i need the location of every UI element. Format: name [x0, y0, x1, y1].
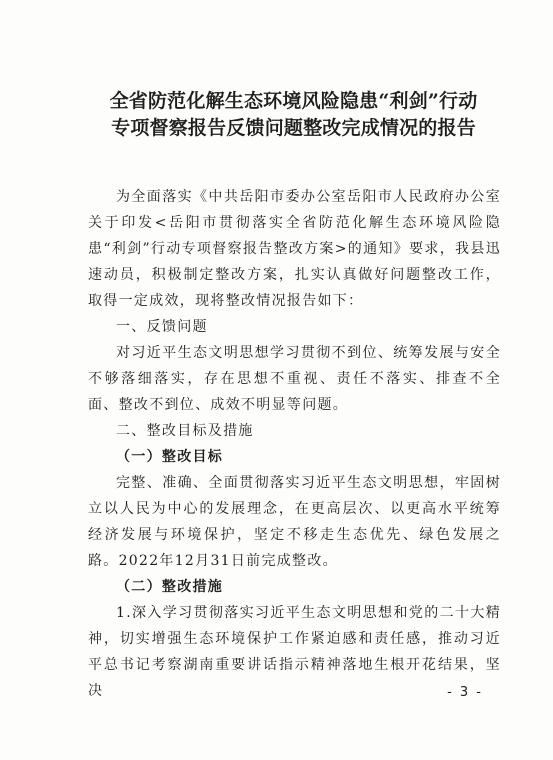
document-title — [76, 88, 511, 142]
goals-paragraph: 完整、准确、全面贯彻落实习近平生态文明思想，牢固树立以人民为中心的发展理念，在更高层次、以更高水平统筹经济发展与环境保护，坚定不移走生态优先、绿色发展之路。2022年12月31日前完成整改。 — [88, 475, 501, 569]
subheading-goals: （一）整改目标 — [116, 449, 224, 465]
document-body — [88, 184, 501, 704]
feedback-paragraph: 对习近平生态文明思想学习贯彻不到位、统筹发展与安全不够落细落实，存在思想不重视、责任不落实、排查不全面、整改不到位、成效不明显等问题。 — [88, 345, 501, 413]
subheading-measures: （二）整改措施 — [116, 579, 224, 595]
intro-paragraph: 为全面落实《中共岳阳市委办公室岳阳市人民政府办公室关于印发<岳阳市贯彻落实全省防范化解生态环境风险隐患“利剑”行动专项督察报告整改方案>的通知》要求，我县迅速动员，积极制定整改方案，扎实认真做好问题整改工作，取得一定成效，现将整改情况报告如下： — [88, 189, 501, 309]
page-number: - 3 - — [447, 685, 483, 700]
section-heading-goals-measures: 二、整改目标及措施 — [116, 423, 254, 439]
measures-paragraph: 1.深入学习贯彻落实习近平生态文明思想和党的二十大精神，切实增强生态环境保护工作紧迫感和责任感，推动习近平总书记考察湖南重要讲话指示精神落地生根开花结果，坚决 — [88, 605, 501, 699]
title-line-1: 全省防范化解生态环境风险隐患“利剑”行动 — [109, 90, 478, 112]
title-line-2: 专项督察报告反馈问题整改完成情况的报告 — [111, 117, 476, 139]
section-heading-feedback: 一、反馈问题 — [116, 319, 208, 335]
